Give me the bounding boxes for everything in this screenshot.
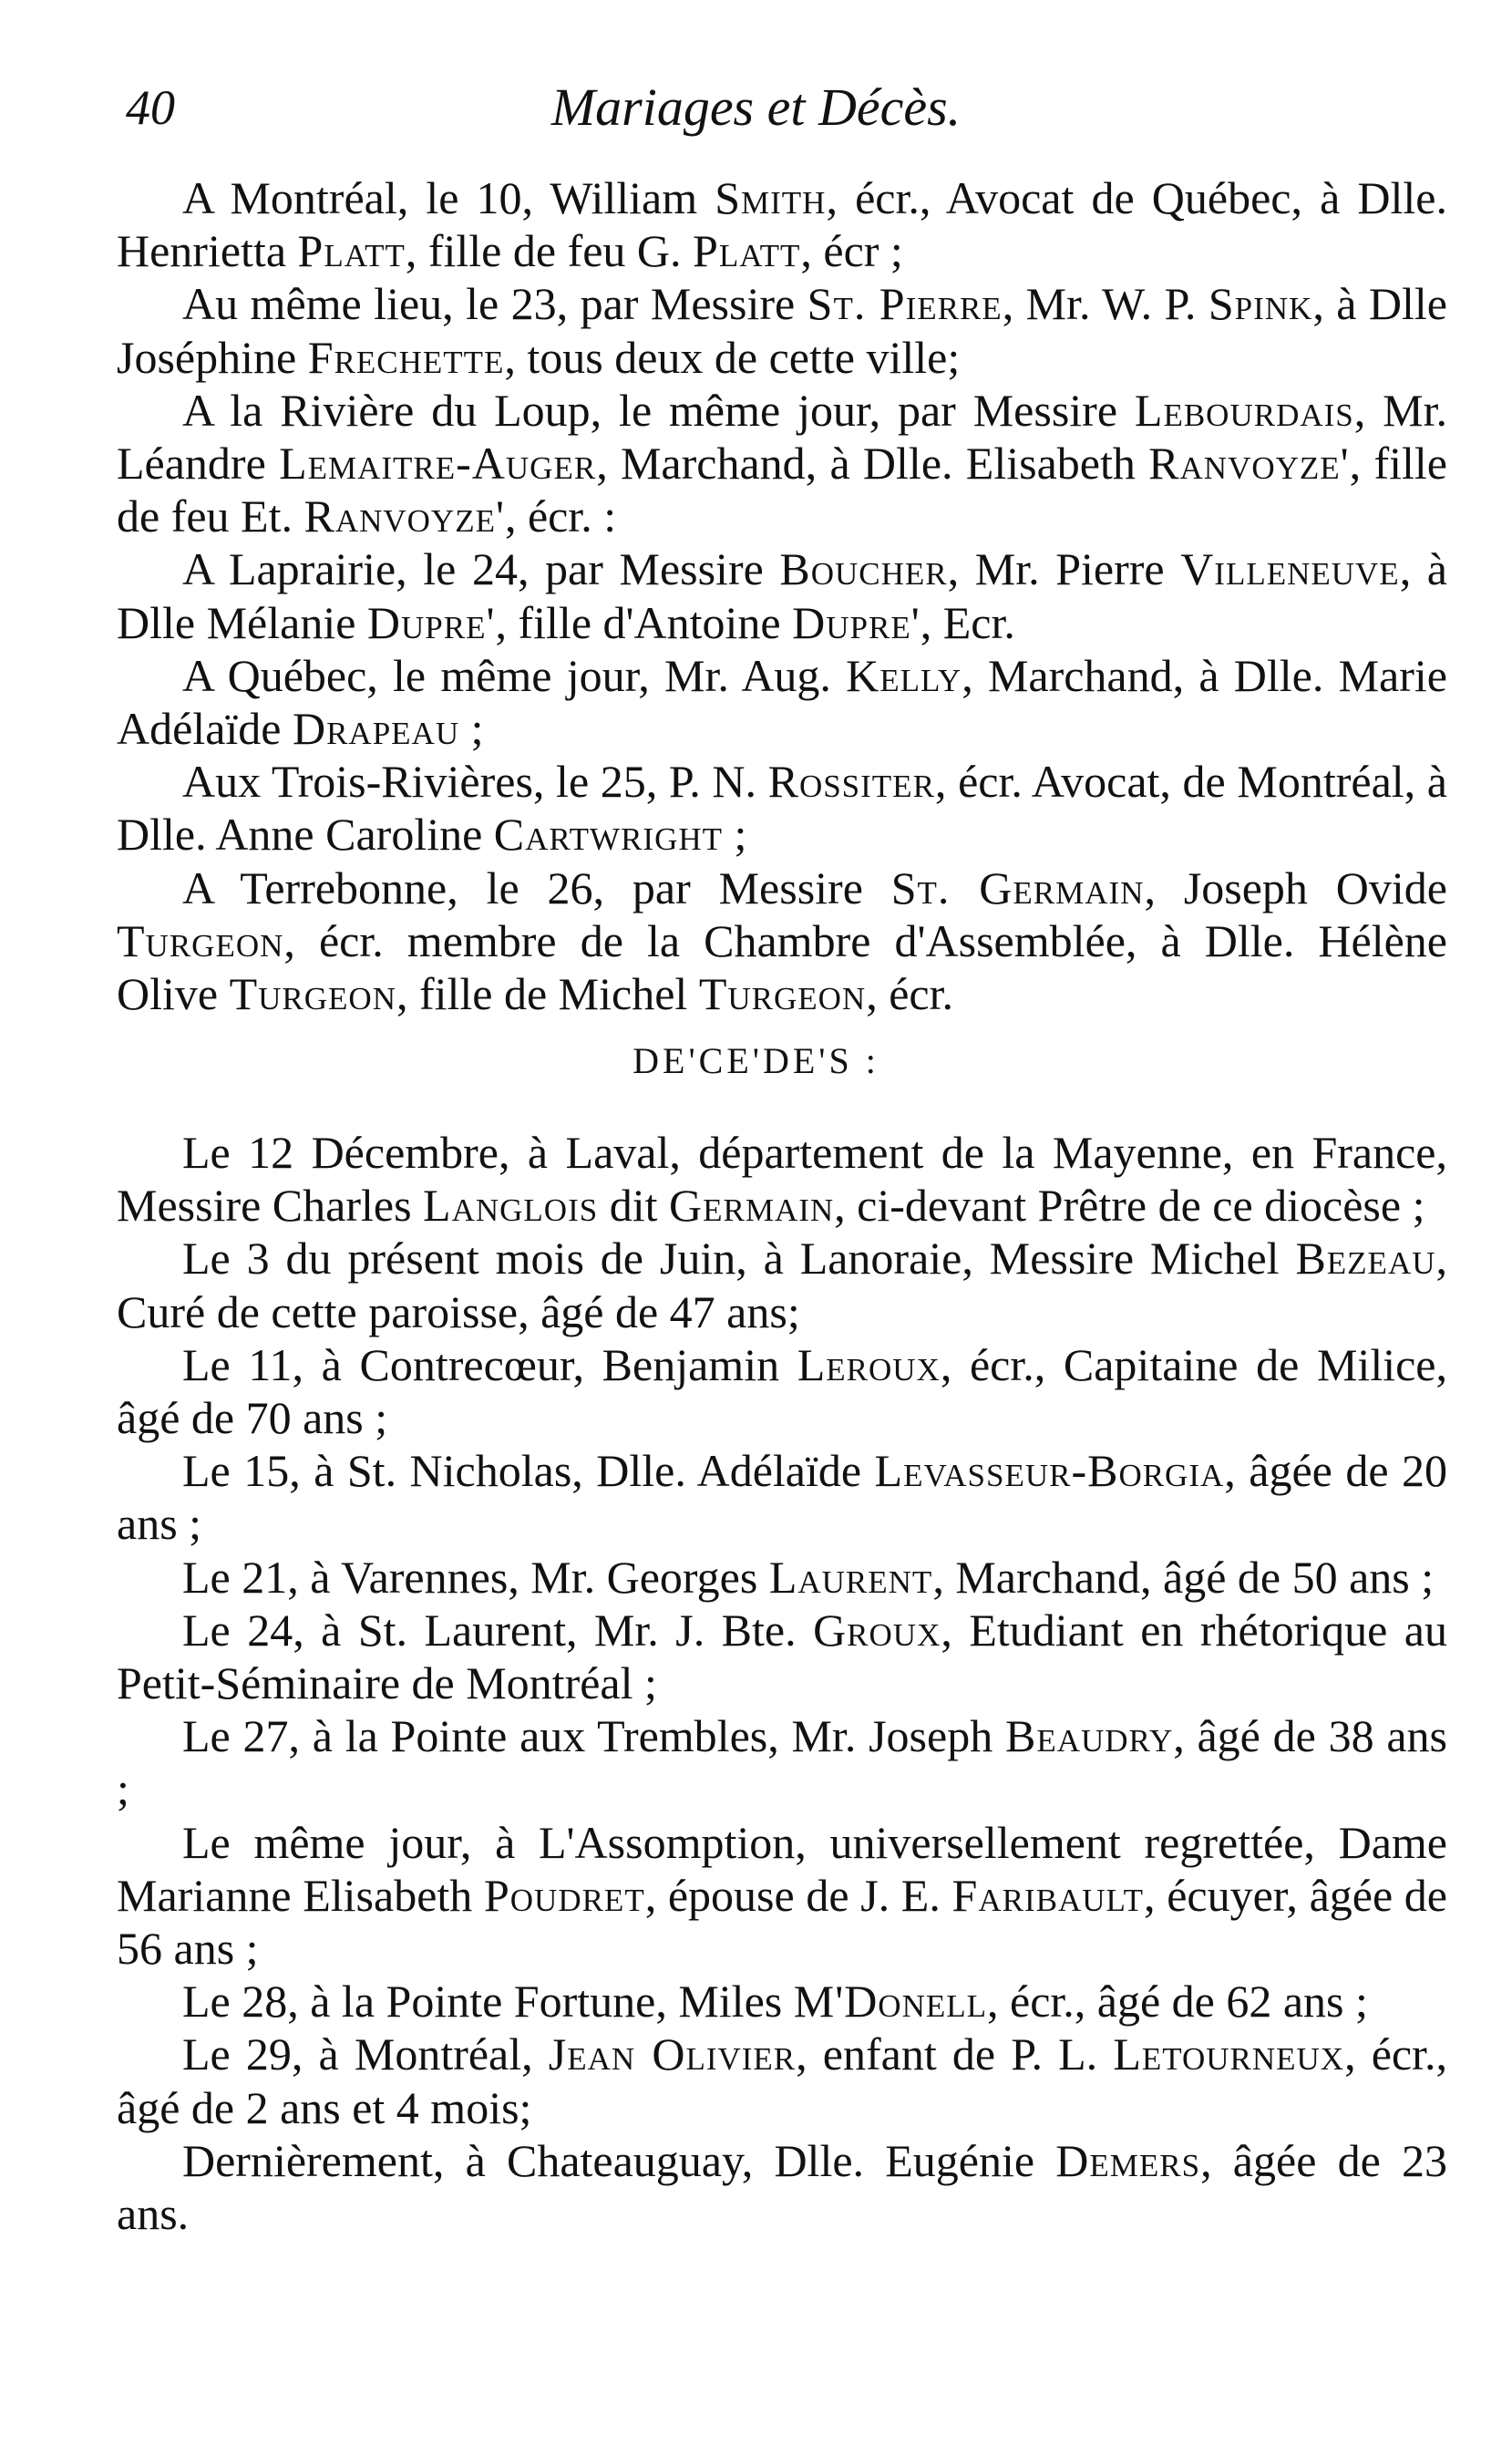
person-name: Smith — [715, 172, 827, 223]
entry-text: , à Dlle Joséphine — [117, 278, 1447, 383]
entry-text: , tous deux de cette ville; — [504, 331, 961, 383]
entry-text: , Joseph Ovide — [1144, 862, 1447, 913]
entry-text: , écr. membre de la Chambre d'Assemblée, à Dlle. Hélène Olive — [117, 914, 1447, 1020]
marriage-entry — [117, 277, 1447, 383]
entry-text: , fille de feu G. — [405, 225, 694, 277]
person-name: Langlois — [423, 1180, 599, 1232]
entry-text: , Mr. Pierre — [947, 543, 1181, 595]
death-entry — [117, 1975, 1447, 2028]
marriage-entry — [117, 862, 1447, 1021]
entry-text: , Marchand, à Dlle. Elisabeth — [596, 438, 1149, 490]
marriage-entry — [117, 384, 1447, 543]
entry-text: , à Dlle Mélanie — [117, 543, 1447, 648]
person-name: Platt — [693, 225, 801, 277]
death-entry — [117, 1551, 1447, 1604]
person-name: M'Donell — [793, 1976, 987, 2028]
death-entry — [117, 1816, 1447, 1976]
entry-text: , épouse de J. E. — [644, 1869, 952, 1921]
death-entry — [117, 1604, 1447, 1709]
marriages-list — [117, 171, 1447, 1020]
running-head: Mariages et Décès. — [550, 77, 962, 137]
entry-text: , enfant de P. L. — [796, 2028, 1114, 2080]
person-name: Turgeon — [698, 968, 867, 1020]
person-name: Turgeon — [117, 914, 284, 966]
person-name: Jean Olivier — [548, 2028, 797, 2080]
person-name: Beaudry — [1004, 1710, 1174, 1762]
person-name: Laurent — [768, 1551, 933, 1603]
entry-text: , âgée de 23 ans. — [117, 2134, 1447, 2240]
entry-text: A Laprairie, le 24, par Messire — [182, 543, 780, 595]
entry-text: Le 3 du présent mois de Juin, à Lanoraie, Messire Michel — [182, 1233, 1296, 1285]
person-name: Spink — [1208, 278, 1313, 330]
death-entry — [117, 1232, 1447, 1337]
marriage-entry — [117, 755, 1447, 861]
entry-text: Le 29, à Montréal, — [182, 2028, 549, 2080]
person-name: Drapeau — [292, 703, 460, 755]
person-name: Groux — [813, 1604, 941, 1656]
person-name: St. Germain — [890, 862, 1145, 913]
person-name: Platt — [297, 225, 406, 277]
person-name: Ranvoyze' — [1148, 438, 1350, 490]
person-name: Lemaitre-Auger — [279, 438, 597, 490]
entry-text: dit — [598, 1180, 669, 1232]
entry-text: , Marchand, âgé de 50 ans ; — [932, 1551, 1435, 1603]
entry-text: , écr., Capitaine de Milice, âgé de 70 ans ; — [117, 1338, 1447, 1444]
death-entry — [117, 2134, 1447, 2240]
person-name: Letourneux — [1113, 2028, 1345, 2080]
person-name: Cartwright — [493, 809, 724, 861]
person-name: Leroux — [797, 1338, 941, 1390]
marriage-entry — [117, 649, 1447, 755]
entry-text: , écr., Avocat de Québec, à Dlle. Henrietta — [117, 172, 1447, 277]
entry-text: , âgé de 38 ans ; — [117, 1710, 1447, 1815]
death-entry — [117, 1338, 1447, 1444]
entry-text: , ci-devant Prêtre de ce diocèse ; — [834, 1180, 1425, 1232]
entry-text: A Terrebonne, le 26, par Messire — [182, 862, 891, 913]
entry-text: Dernièrement, à Chateauguay, Dlle. Eugénie — [182, 2134, 1056, 2186]
person-name: Dupre' — [366, 596, 496, 648]
death-entry — [117, 1444, 1447, 1550]
entry-text: , fille de Michel — [396, 968, 699, 1020]
person-name: Faribault — [951, 1869, 1145, 1921]
entry-text: , écr., âgé de 2 ans et 4 mois; — [117, 2028, 1448, 2133]
entry-text: Le 11, à Contrecœur, Benjamin — [182, 1338, 797, 1390]
entry-text: Le 27, à la Pointe aux Trembles, Mr. Joseph — [182, 1710, 1005, 1762]
person-name: Lebourdais — [1134, 384, 1354, 436]
person-name: Ranvoyze' — [303, 490, 505, 542]
person-name: Kelly — [846, 649, 962, 701]
entry-text: ; — [723, 809, 747, 861]
entry-text: , écr., âgé de 62 ans ; — [987, 1976, 1368, 2028]
page-number: 40 — [126, 80, 175, 135]
entry-text: , Mr. W. P. — [1002, 278, 1209, 330]
person-name: Poudret — [483, 1869, 645, 1921]
person-name: St. Pierre — [807, 278, 1003, 330]
person-name: Turgeon — [229, 968, 396, 1020]
person-name: Boucher — [779, 543, 948, 595]
deaths-heading: DE'CE'DE'S : — [633, 1040, 879, 1081]
person-name: Germain — [669, 1180, 835, 1232]
entry-text: Le 21, à Varennes, Mr. Georges — [182, 1551, 769, 1603]
death-entry — [117, 2028, 1447, 2133]
entry-text: , fille d'Antoine — [495, 596, 793, 648]
entry-text: , écr. — [866, 968, 953, 1020]
entry-text: , Ecr. — [920, 596, 1015, 648]
page-header — [0, 71, 1512, 144]
death-entry — [117, 1709, 1447, 1815]
entry-text: , écuyer, âgée de 56 ans ; — [117, 1869, 1448, 1975]
entry-text: Le 28, à la Pointe Fortune, Miles — [182, 1976, 794, 2028]
entry-text: , Curé de cette paroisse, âgé de 47 ans; — [117, 1233, 1447, 1337]
entry-text: , écr. Avocat, de Montréal, à Dlle. Anne Caroline — [117, 756, 1447, 861]
entry-text: A la Rivière du Loup, le même jour, par Messire — [182, 384, 1135, 436]
entry-text: , Marchand, à Dlle. Marie Adélaïde — [117, 649, 1447, 755]
person-name: Frechette — [307, 331, 505, 383]
entry-text: A Montréal, le 10, William — [182, 172, 715, 223]
person-name: Dupre' — [792, 596, 921, 648]
entry-text: , écr ; — [800, 225, 903, 277]
entry-text: A Québec, le même jour, Mr. Aug. — [182, 649, 847, 701]
entry-text: , fille de feu Et. — [117, 438, 1447, 542]
entry-text: , Mr. Léandre — [117, 384, 1447, 490]
death-entry — [117, 1126, 1447, 1232]
entry-text: Aux Trois-Rivières, le 25, P. N. — [182, 756, 768, 808]
person-name: Villeneuve — [1180, 543, 1400, 595]
entry-text: , Etudiant en rhétorique au Petit-Séminaire de Montréal ; — [117, 1604, 1447, 1709]
entry-text: Le 12 Décembre, à Laval, département de la Mayenne, en France, Messire Charles — [117, 1127, 1447, 1232]
entry-text: , écr. : — [504, 490, 617, 542]
entry-text: Le 15, à St. Nicholas, Dlle. Adélaïde — [182, 1445, 875, 1497]
marriage-entry — [117, 542, 1447, 648]
person-name: Demers — [1055, 2134, 1201, 2186]
marriage-entry — [117, 171, 1447, 277]
entry-text: Au même lieu, le 23, par Messire — [182, 278, 807, 330]
entry-text: Le même jour, à L'Assomption, universellement regrettée, Dame Marianne Elisabeth — [117, 1816, 1447, 1921]
entry-text: ; — [459, 703, 484, 755]
entry-text: Le 24, à St. Laurent, Mr. J. Bte. — [182, 1604, 814, 1656]
person-name: Rossiter — [767, 756, 935, 808]
deaths-list — [117, 1126, 1447, 2240]
person-name: Levasseur-Borgia — [874, 1445, 1225, 1497]
entry-text: , âgée de 20 ans ; — [117, 1445, 1447, 1550]
person-name: Bezeau — [1295, 1233, 1436, 1285]
